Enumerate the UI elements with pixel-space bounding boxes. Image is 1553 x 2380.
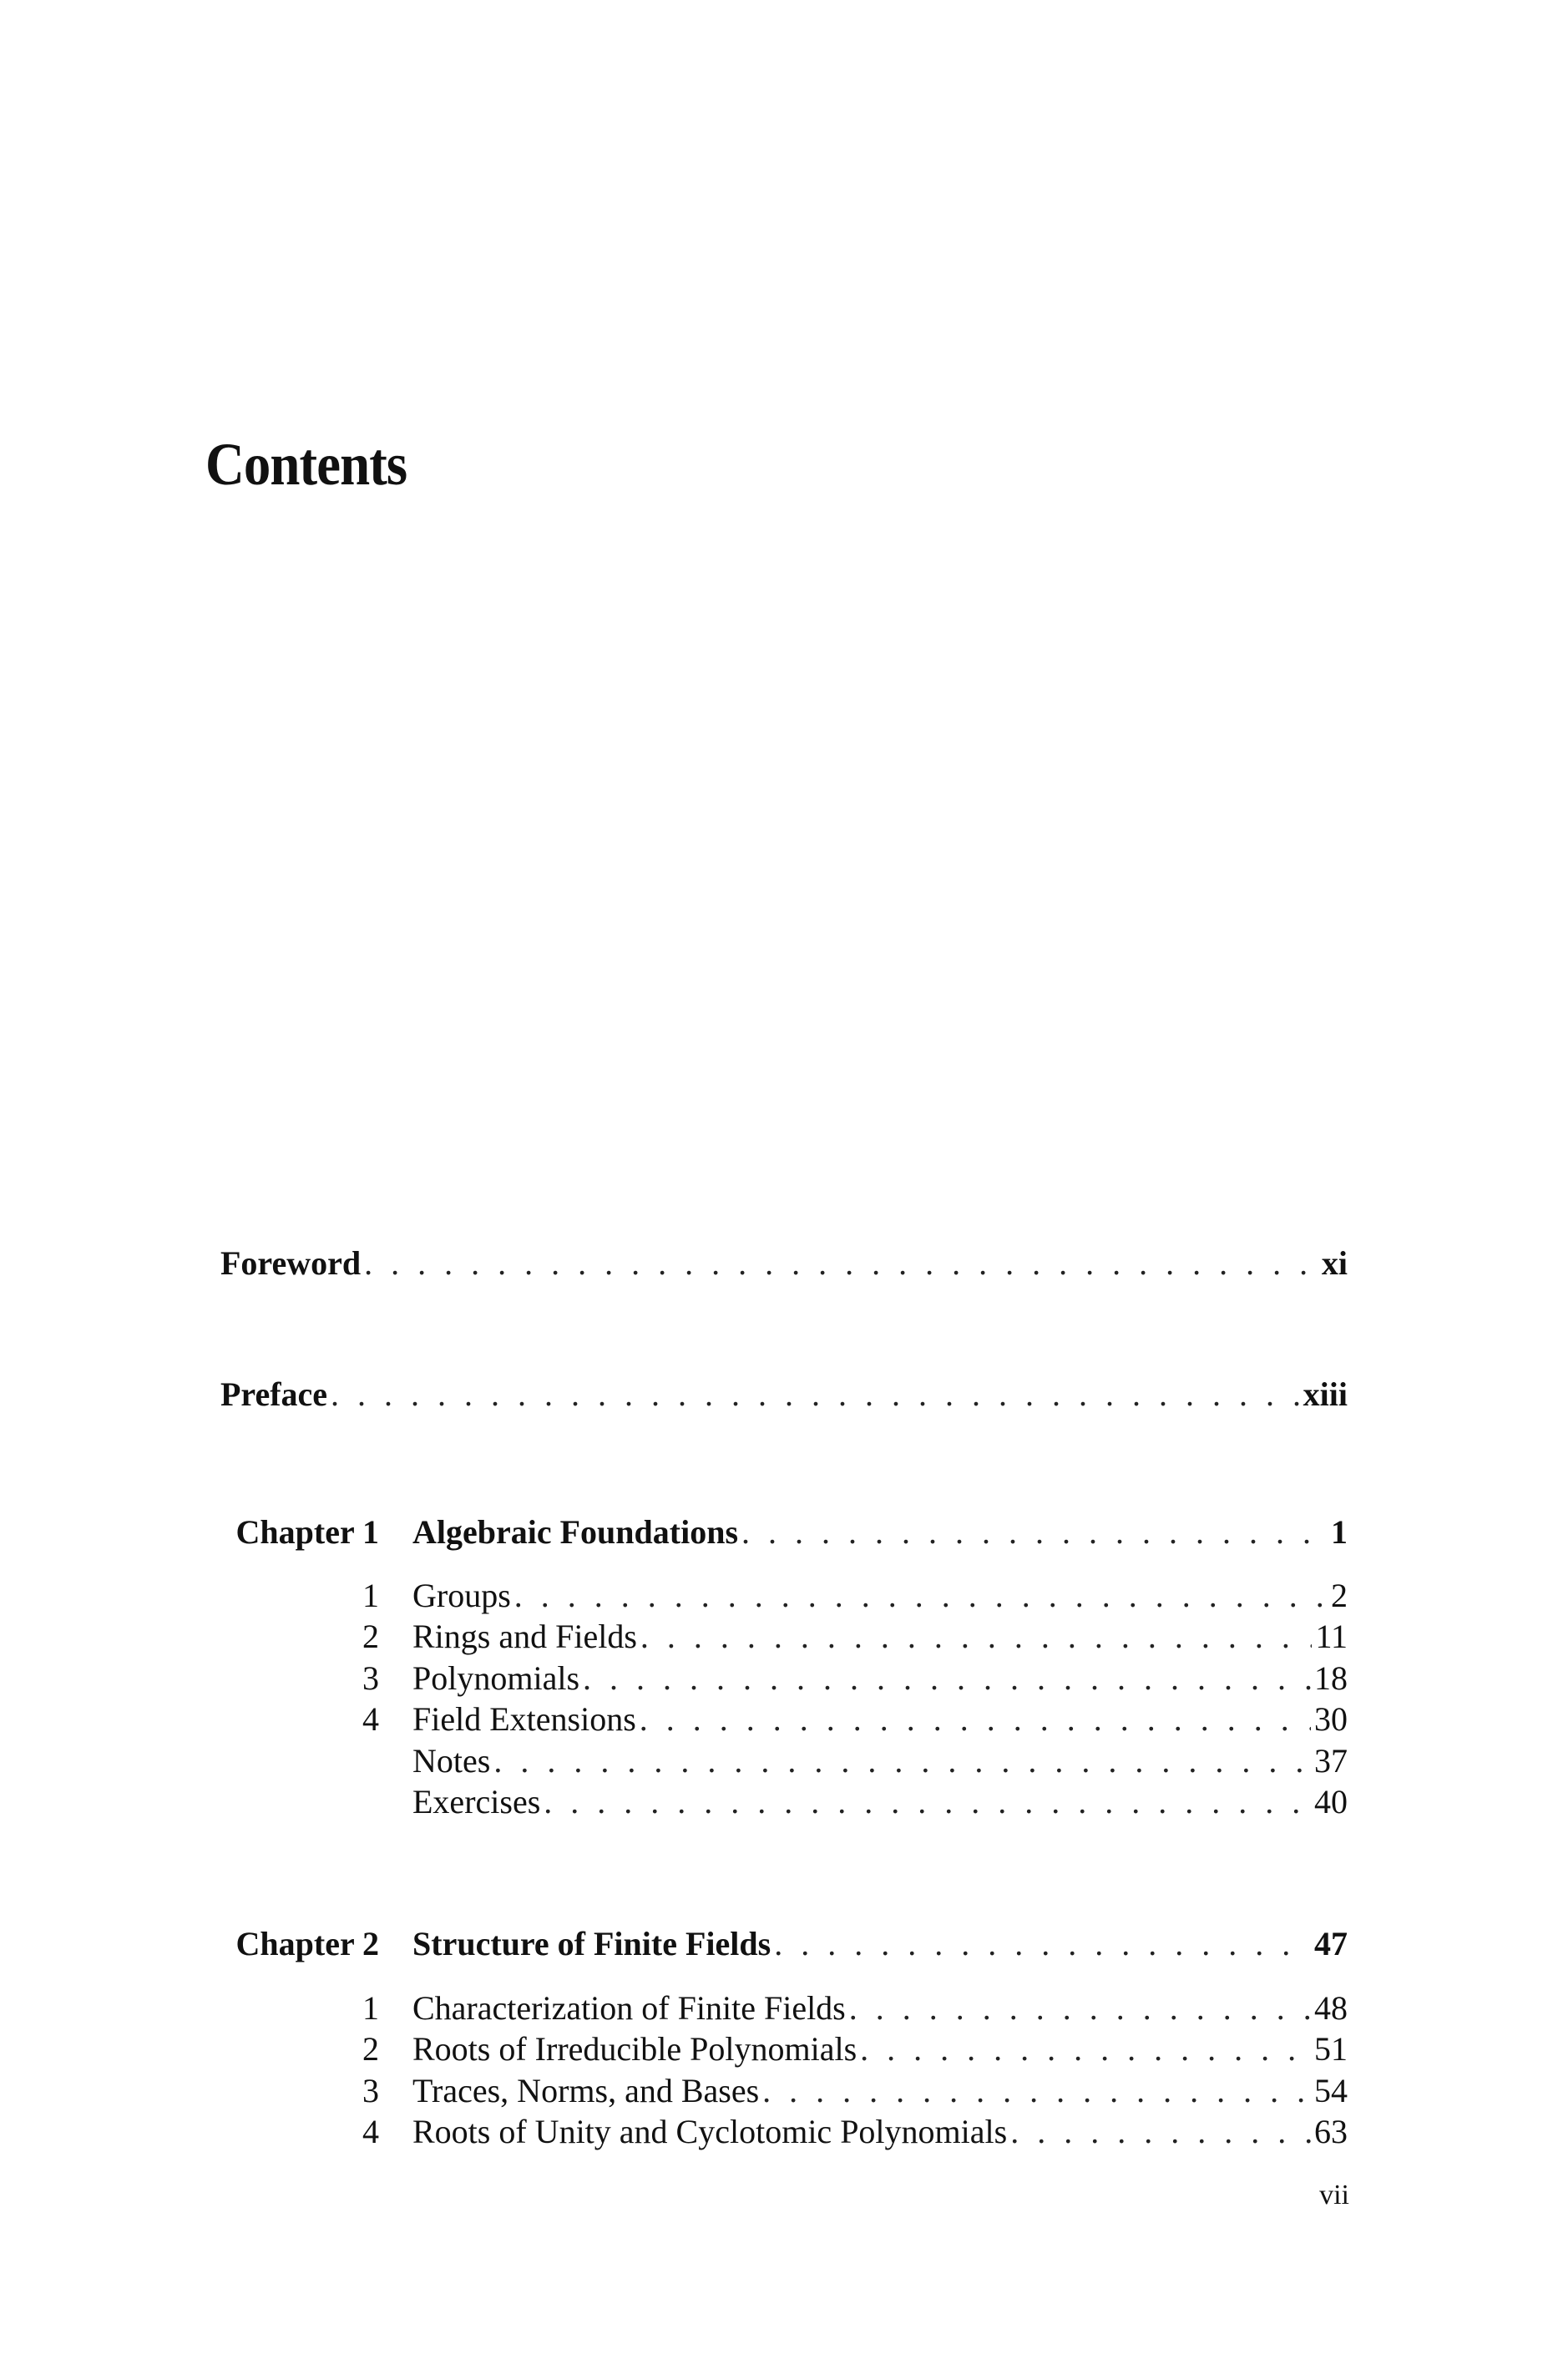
page-title: Contents bbox=[205, 431, 407, 498]
section-title: Traces, Norms, and Bases bbox=[412, 2072, 760, 2109]
dot-leader bbox=[493, 1738, 1311, 1785]
toc-page-number: 18 bbox=[1314, 1659, 1348, 1697]
page-folio: vii bbox=[1319, 2180, 1349, 2210]
chapter-title: Algebraic Foundations bbox=[412, 1513, 739, 1551]
section-number: 1 bbox=[362, 1989, 379, 2027]
toc-section[interactable] bbox=[220, 1985, 1348, 2032]
section-number: 3 bbox=[362, 2072, 379, 2109]
toc-page-number: 2 bbox=[1331, 1577, 1348, 1614]
toc-section[interactable] bbox=[220, 1655, 1348, 1702]
toc-section[interactable] bbox=[220, 1613, 1348, 1660]
toc-section[interactable] bbox=[220, 1696, 1348, 1743]
toc-page-number: 40 bbox=[1314, 1783, 1348, 1820]
chapter-number: Chapter 1 bbox=[235, 1513, 379, 1551]
section-number: 1 bbox=[362, 1577, 379, 1614]
toc-section[interactable] bbox=[220, 1572, 1348, 1619]
section-number: 3 bbox=[362, 1659, 379, 1697]
dot-leader bbox=[1010, 2109, 1311, 2155]
section-title: Notes bbox=[412, 1742, 491, 1780]
section-title: Field Extensions bbox=[412, 1700, 636, 1738]
dot-leader bbox=[364, 1240, 1318, 1287]
toc-page-number: xi bbox=[1321, 1244, 1348, 1282]
toc-entry-preface[interactable] bbox=[220, 1371, 1348, 1418]
section-number: 2 bbox=[362, 1618, 379, 1655]
section-number: 4 bbox=[362, 1700, 379, 1738]
dot-leader bbox=[774, 1921, 1311, 1967]
toc-page-number: 11 bbox=[1315, 1618, 1348, 1655]
toc-page-number: 48 bbox=[1314, 1989, 1348, 2027]
toc-page-number: xiii bbox=[1303, 1375, 1348, 1413]
toc-section[interactable] bbox=[220, 2026, 1348, 2073]
toc-section[interactable] bbox=[220, 2068, 1348, 2114]
toc-section[interactable] bbox=[220, 1779, 1348, 1826]
toc-label: Preface bbox=[220, 1375, 328, 1413]
toc-page-number: 1 bbox=[1331, 1513, 1348, 1551]
toc-page-number: 37 bbox=[1314, 1742, 1348, 1780]
dot-leader bbox=[544, 1779, 1311, 1826]
section-number: 4 bbox=[362, 2113, 379, 2150]
section-title: Polynomials bbox=[412, 1659, 580, 1697]
section-title: Roots of Irreducible Polynomials bbox=[412, 2030, 857, 2068]
toc-chapter-2[interactable] bbox=[220, 1921, 1348, 1967]
dot-leader bbox=[640, 1613, 1313, 1660]
dot-leader bbox=[331, 1371, 1300, 1418]
toc-label: Foreword bbox=[220, 1244, 362, 1282]
chapter-title: Structure of Finite Fields bbox=[412, 1925, 771, 1962]
section-title: Characterization of Finite Fields bbox=[412, 1989, 846, 2027]
toc-page-number: 54 bbox=[1314, 2072, 1348, 2109]
toc-page-number: 47 bbox=[1314, 1925, 1348, 1962]
toc-page-number: 51 bbox=[1314, 2030, 1348, 2068]
toc-chapter-1[interactable] bbox=[220, 1509, 1348, 1556]
section-title: Exercises bbox=[412, 1783, 541, 1820]
toc-section[interactable] bbox=[220, 1738, 1348, 1785]
dot-leader bbox=[860, 2026, 1311, 2073]
chapter-number: Chapter 2 bbox=[235, 1925, 379, 1962]
dot-leader bbox=[762, 2068, 1311, 2114]
section-title: Groups bbox=[412, 1577, 511, 1614]
dot-leader bbox=[640, 1696, 1311, 1743]
dot-leader bbox=[583, 1655, 1311, 1702]
section-title: Rings and Fields bbox=[412, 1618, 637, 1655]
section-number: 2 bbox=[362, 2030, 379, 2068]
toc-page-number: 30 bbox=[1314, 1700, 1348, 1738]
dot-leader bbox=[514, 1572, 1328, 1619]
toc-entry-foreword[interactable] bbox=[220, 1240, 1348, 1287]
toc-page-number: 63 bbox=[1314, 2113, 1348, 2150]
section-title: Roots of Unity and Cyclotomic Polynomials bbox=[412, 2113, 1008, 2150]
dot-leader bbox=[741, 1509, 1328, 1556]
toc-section[interactable] bbox=[220, 2109, 1348, 2155]
dot-leader bbox=[849, 1985, 1311, 2032]
